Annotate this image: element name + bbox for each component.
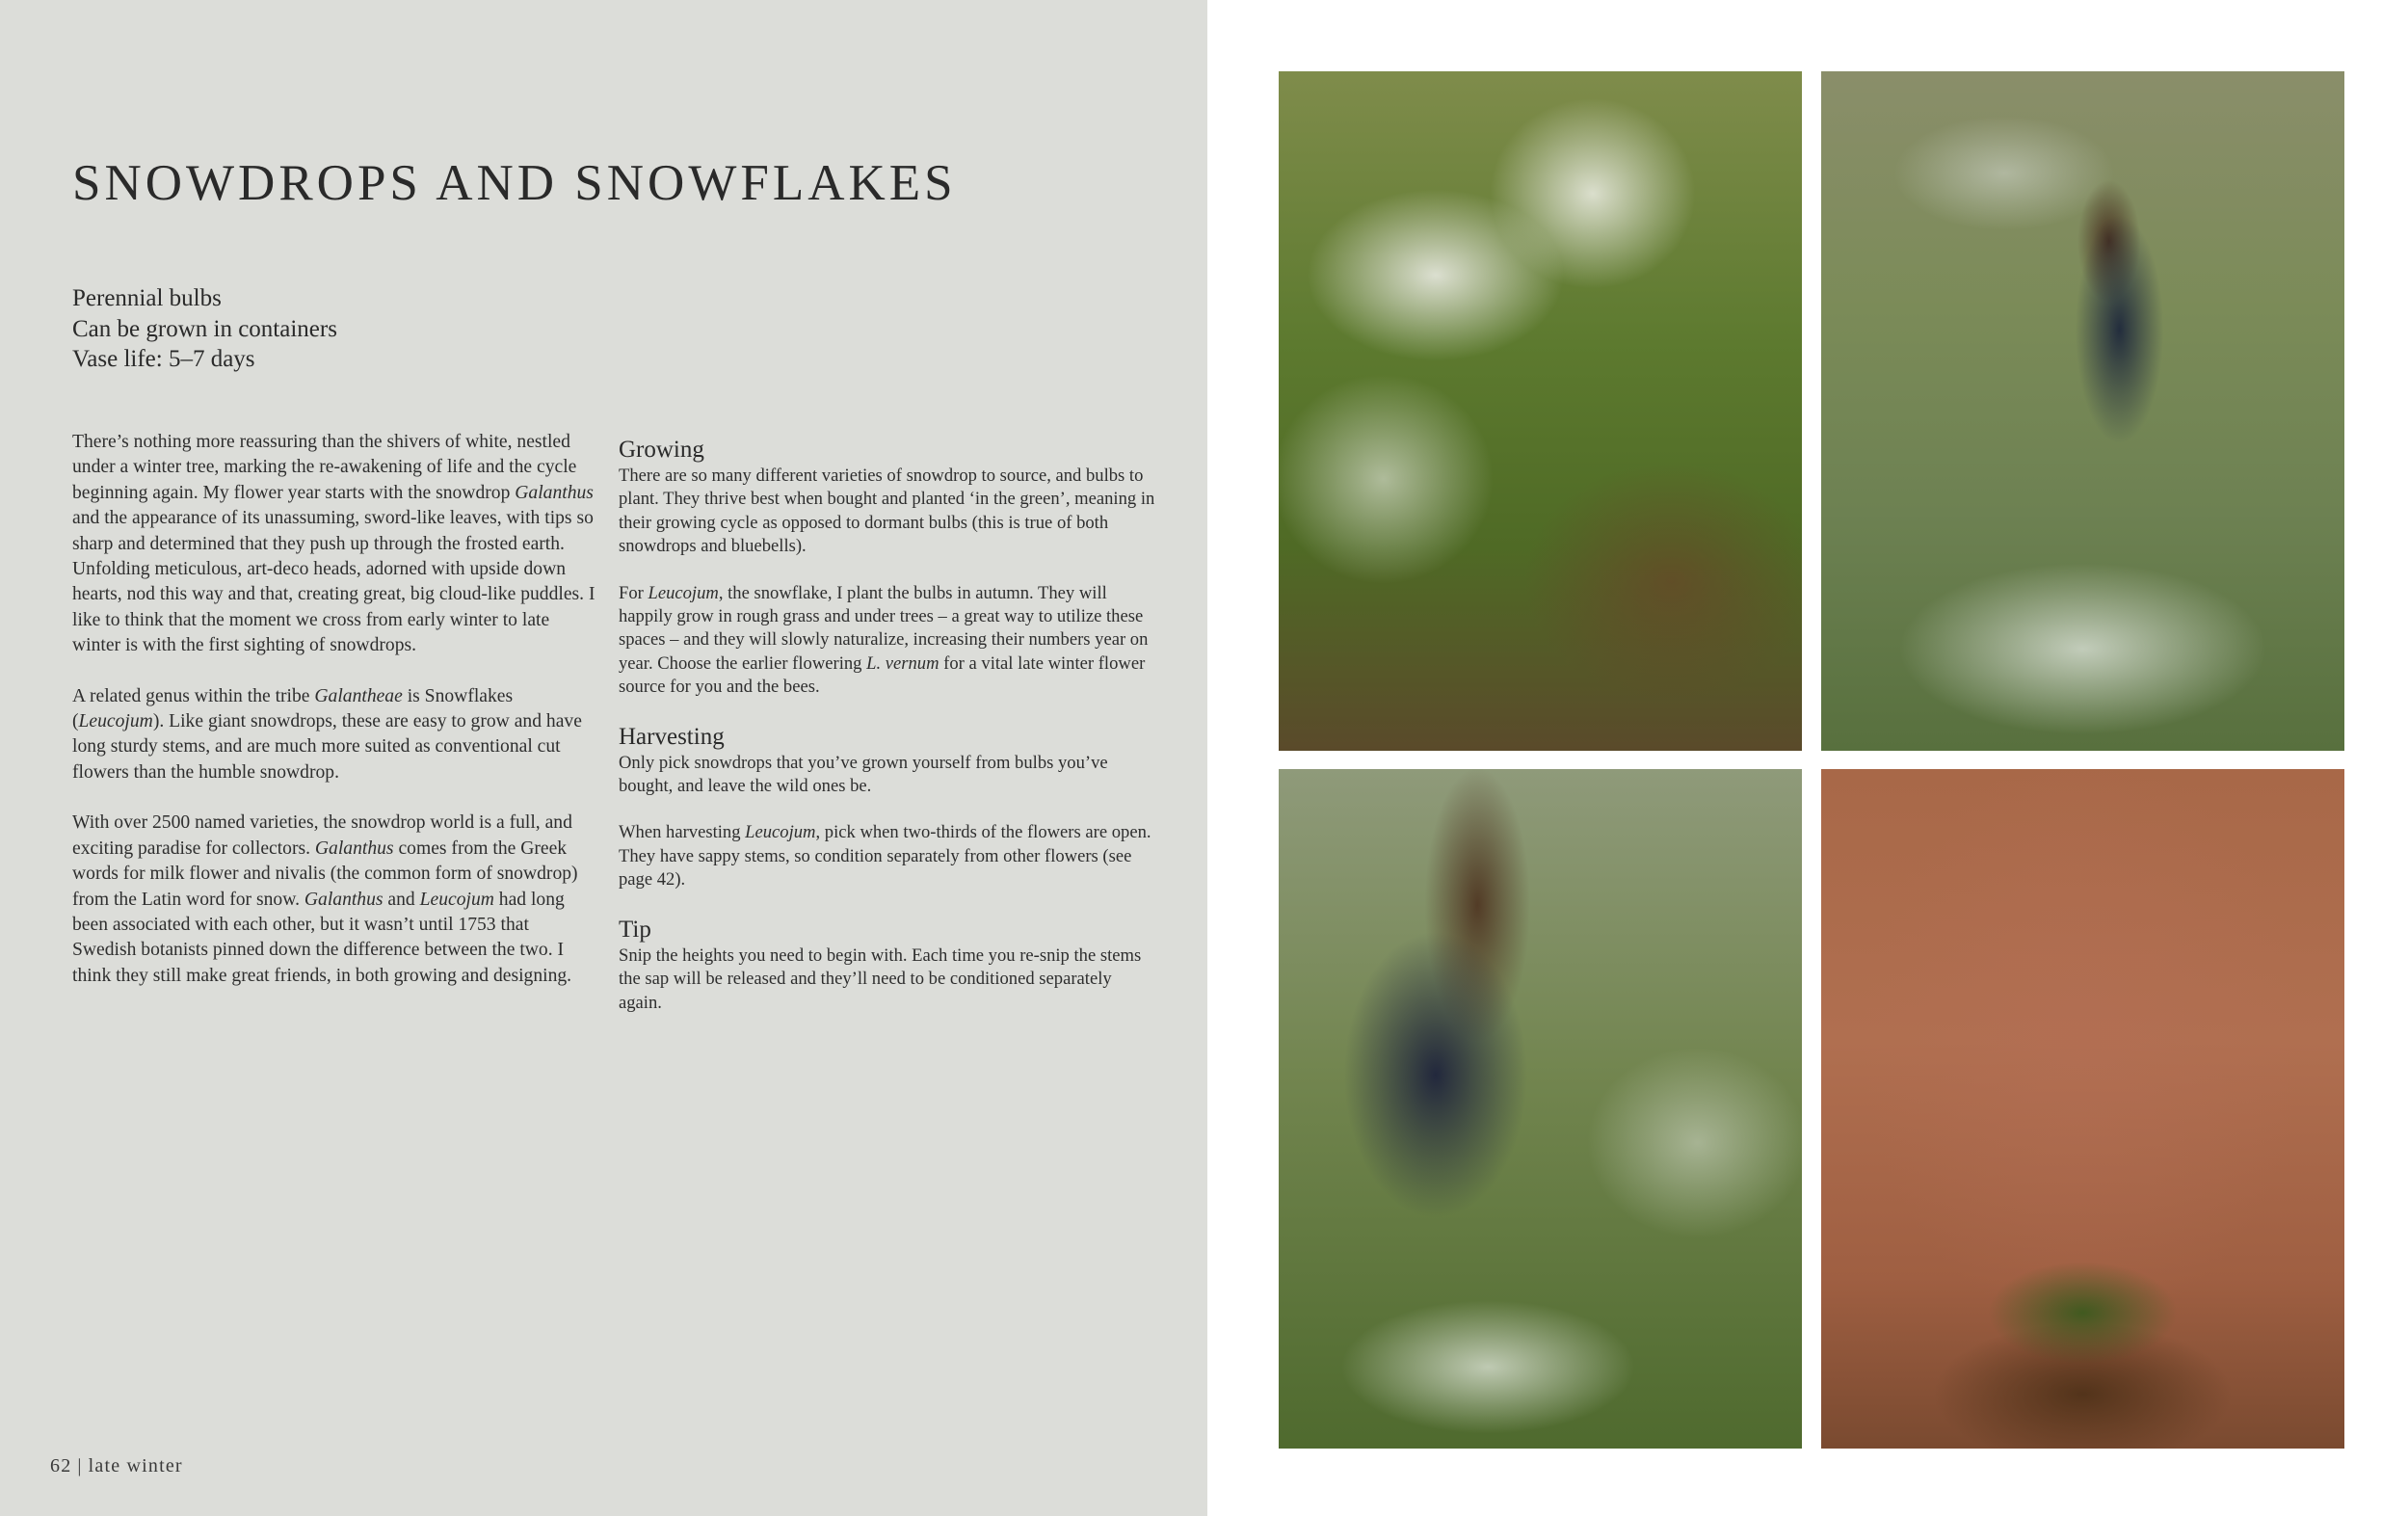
growing-paragraph-2: For Leucojum, the snowflake, I plant the bulbs in autumn. They will happily grow in rough grass and under trees – a great way to utilize these spaces – and they will slowly naturalize, increasing their numbers year on year. Choose the earlier flowering L. vernum for a vital late winter flower source for you and the bees. [619, 582, 1149, 698]
fact-vase-life: Vase life: 5–7 days [72, 346, 255, 372]
care-column [619, 436, 1158, 1015]
harvesting-paragraph-2: When harvesting Leucojum, pick when two-thirds of the flowers are open. They have sappy stems, so condition separately from other flowers (see page 42). [619, 822, 1151, 891]
fact-containers: Can be grown in containers [72, 315, 337, 342]
intro-paragraph-1: There’s nothing more reassuring than the shivers of white, nestled under a winter tree, marking the re-awakening of life and the cycle beginning again. My flower year starts with the snowdrop Galanthus and the appearance of its unassuming, sword-like leaves, with tips so sharp and determined that they push up through the frosted earth. Unfolding meticulous, art-deco heads, adorned with upside down hearts, nod this way and that, creating great, big cloud-like puddles. I like to think that the moment we cross from early winter to late winter is with the first sighting of snowdrops. [72, 432, 595, 656]
tip-section [619, 916, 1158, 1015]
harvesting-paragraph-1: Only pick snowdrops that you’ve grown yourself from bulbs you’ve bought, and leave the wild ones be. [619, 752, 1108, 797]
fact-type: Perennial bulbs [72, 285, 222, 311]
intro-paragraph-3: With over 2500 named varieties, the snowdrop world is a full, and exciting paradise for collectors. Galanthus comes from the Greek words for milk flower and nivalis (the common form of snowdrop) from the Latin word for snow. Galanthus and Leucojum had long been associated with each other, but it wasn’t until 1753 that Swedish botanists pinned down the difference between the two. I think they still make great friends, in both growing and designing. [72, 812, 578, 986]
photo-snowdrop-arrangement [1821, 769, 2344, 1449]
intro-column [72, 430, 597, 989]
tip-heading: Tip [619, 916, 651, 943]
growing-section [619, 436, 1158, 700]
tip-paragraph: Snip the heights you need to begin with. Each time you re-snip the stems the sap will be released and they’ll need to be conditioned separately again. [619, 944, 1142, 1013]
page-number: 62 [50, 1455, 72, 1476]
harvesting-heading: Harvesting [619, 723, 725, 750]
folio-separator: | [77, 1455, 83, 1476]
growing-paragraph-1: There are so many different varieties of snowdrop to source, and bulbs to plant. They thrive best when bought and planted ‘in the green’, meaning in their growing cycle as opposed to dormant bulbs (this is true of both snowdrops and bluebells). [619, 465, 1155, 557]
plant-facts [72, 283, 337, 375]
section-name: late winter [88, 1455, 183, 1476]
photo-snowdrops-closeup [1279, 71, 1802, 751]
photo-woman-picking-snowdrops [1279, 769, 1802, 1449]
page-title: SNOWDROPS AND SNOWFLAKES [72, 155, 957, 211]
page-folio [50, 1455, 183, 1477]
growing-heading: Growing [619, 437, 704, 463]
harvesting-section [619, 723, 1158, 892]
intro-paragraph-2: A related genus within the tribe Galantheae is Snowflakes (Leucojum). Like giant snowdrops, these are easy to grow and have long sturdy stems, and are much more suited as conventional cut flowers than the humble snowdrop. [72, 685, 582, 783]
photo-woman-kneeling-in-snowdrops [1821, 71, 2344, 751]
